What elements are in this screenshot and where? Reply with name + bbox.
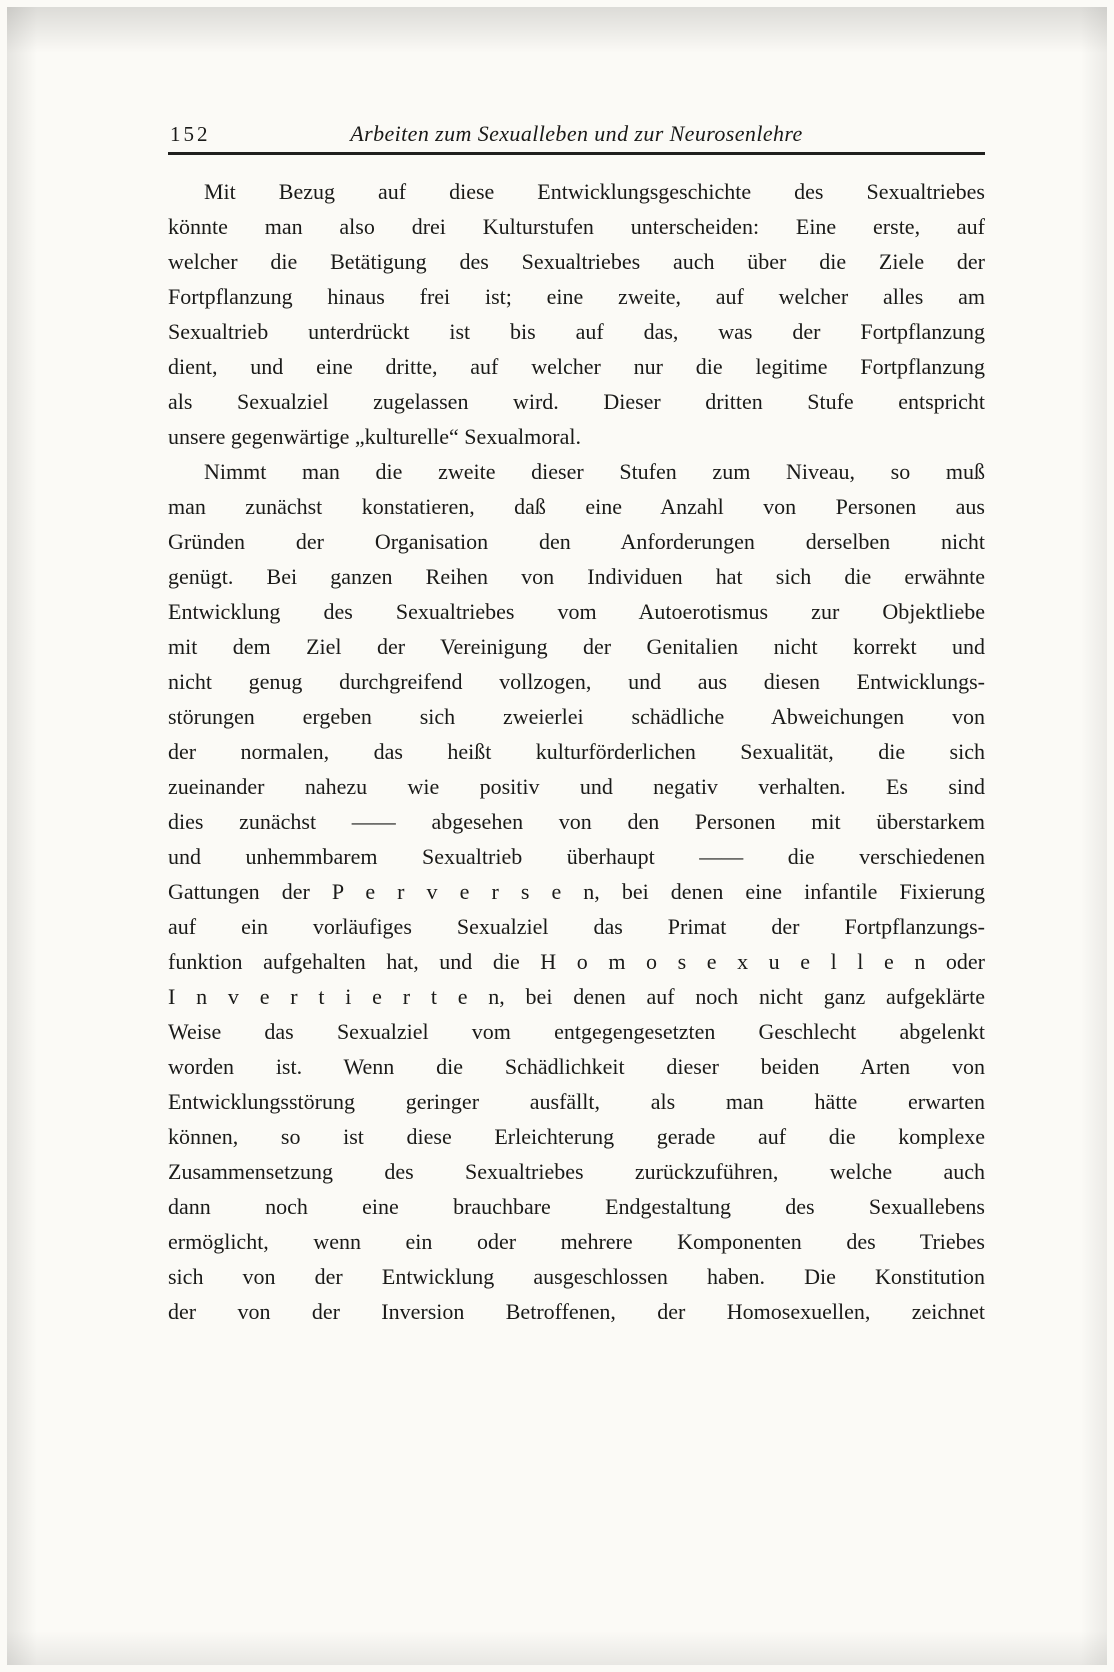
scan-shadow-bottom bbox=[7, 1631, 1107, 1665]
scan-shadow-left bbox=[7, 7, 37, 1665]
text-line: dies zunächst —— abgesehen von den Personen mit überstarkem bbox=[168, 809, 985, 834]
text-line: als Sexualziel zugelassen wird. Dieser dritten Stufe entspricht bbox=[168, 389, 985, 414]
text-line: Mit Bezug auf diese Entwicklungsgeschichte des Sexualtriebes bbox=[204, 179, 985, 204]
text-line: Gattungen der P e r v e r s e n, bei denen eine infantile Fixierung bbox=[168, 879, 985, 904]
text-line: der von der Inversion Betroffenen, der Homosexuellen, zeichnet bbox=[168, 1299, 985, 1324]
text-line: zueinander nahezu wie positiv und negativ verhalten. Es sind bbox=[168, 774, 985, 799]
text-line: Entwicklungsstörung geringer ausfällt, als man hätte erwarten bbox=[168, 1089, 985, 1114]
text-line: dient, und eine dritte, auf welcher nur die legitime Fortpflanzung bbox=[168, 354, 985, 379]
text-line: Fortpflanzung hinaus frei ist; eine zweite, auf welcher alles am bbox=[168, 284, 985, 309]
text-line: Entwicklung des Sexualtriebes vom Autoerotismus zur Objektliebe bbox=[168, 599, 985, 624]
running-header: Arbeiten zum Sexualleben und zur Neurosenlehre bbox=[350, 121, 803, 146]
text-line: genügt. Bei ganzen Reihen von Individuen hat sich die erwähnte bbox=[168, 564, 985, 589]
scan-shadow-right bbox=[1081, 7, 1107, 1665]
text-line: funktion aufgehalten hat, und die H o m o s e x u e l l e n oder bbox=[168, 949, 985, 974]
header-rule bbox=[168, 152, 985, 155]
page-header bbox=[168, 112, 985, 150]
text-line: Weise das Sexualziel vom entgegengesetzten Geschlecht abgelenkt bbox=[168, 1019, 985, 1044]
text-line: nicht genug durchgreifend vollzogen, und aus diesen Entwicklungs- bbox=[168, 669, 985, 694]
text-line: und unhemmbarem Sexualtrieb überhaupt —— die verschiedenen bbox=[168, 844, 985, 869]
text-line: der normalen, das heißt kulturförderlichen Sexualität, die sich bbox=[168, 739, 985, 764]
text-line: Gründen der Organisation den Anforderungen derselben nicht bbox=[168, 529, 985, 554]
text-line: mit dem Ziel der Vereinigung der Genitalien nicht korrekt und bbox=[168, 634, 985, 659]
page-number: 152 bbox=[170, 122, 211, 146]
paragraph bbox=[168, 174, 985, 454]
text-line: auf ein vorläufiges Sexualziel das Primat der Fortpflanzungs- bbox=[168, 914, 985, 939]
text-line: Nimmt man die zweite dieser Stufen zum Niveau, so muß bbox=[204, 459, 985, 484]
text-line: worden ist. Wenn die Schädlichkeit dieser beiden Arten von bbox=[168, 1054, 985, 1079]
text-line: dann noch eine brauchbare Endgestaltung des Sexuallebens bbox=[168, 1194, 985, 1219]
scan-shadow-top bbox=[7, 7, 1107, 53]
text-line: man zunächst konstatieren, daß eine Anzahl von Personen aus bbox=[168, 494, 985, 519]
text-line: könnte man also drei Kulturstufen unterscheiden: Eine erste, auf bbox=[168, 214, 985, 239]
text-line: sich von der Entwicklung ausgeschlossen haben. Die Konstitution bbox=[168, 1264, 985, 1289]
text-line: können, so ist diese Erleichterung gerade auf die komplexe bbox=[168, 1124, 985, 1149]
text-line: Zusammensetzung des Sexualtriebes zurückzuführen, welche auch bbox=[168, 1159, 985, 1184]
body-text bbox=[168, 174, 985, 1329]
text-line: ermöglicht, wenn ein oder mehrere Komponenten des Triebes bbox=[168, 1229, 985, 1254]
paragraph bbox=[168, 454, 985, 1329]
text-line: Sexualtrieb unterdrückt ist bis auf das, was der Fortpflanzung bbox=[168, 319, 985, 344]
text-line: welcher die Betätigung des Sexualtriebes auch über die Ziele der bbox=[168, 249, 985, 274]
text-line: unsere gegenwärtige „kulturelle“ Sexualmoral. bbox=[168, 424, 581, 449]
text-line: störungen ergeben sich zweierlei schädliche Abweichungen von bbox=[168, 704, 985, 729]
text-line: I n v e r t i e r t e n, bei denen auf noch nicht ganz aufgeklärte bbox=[168, 984, 985, 1009]
